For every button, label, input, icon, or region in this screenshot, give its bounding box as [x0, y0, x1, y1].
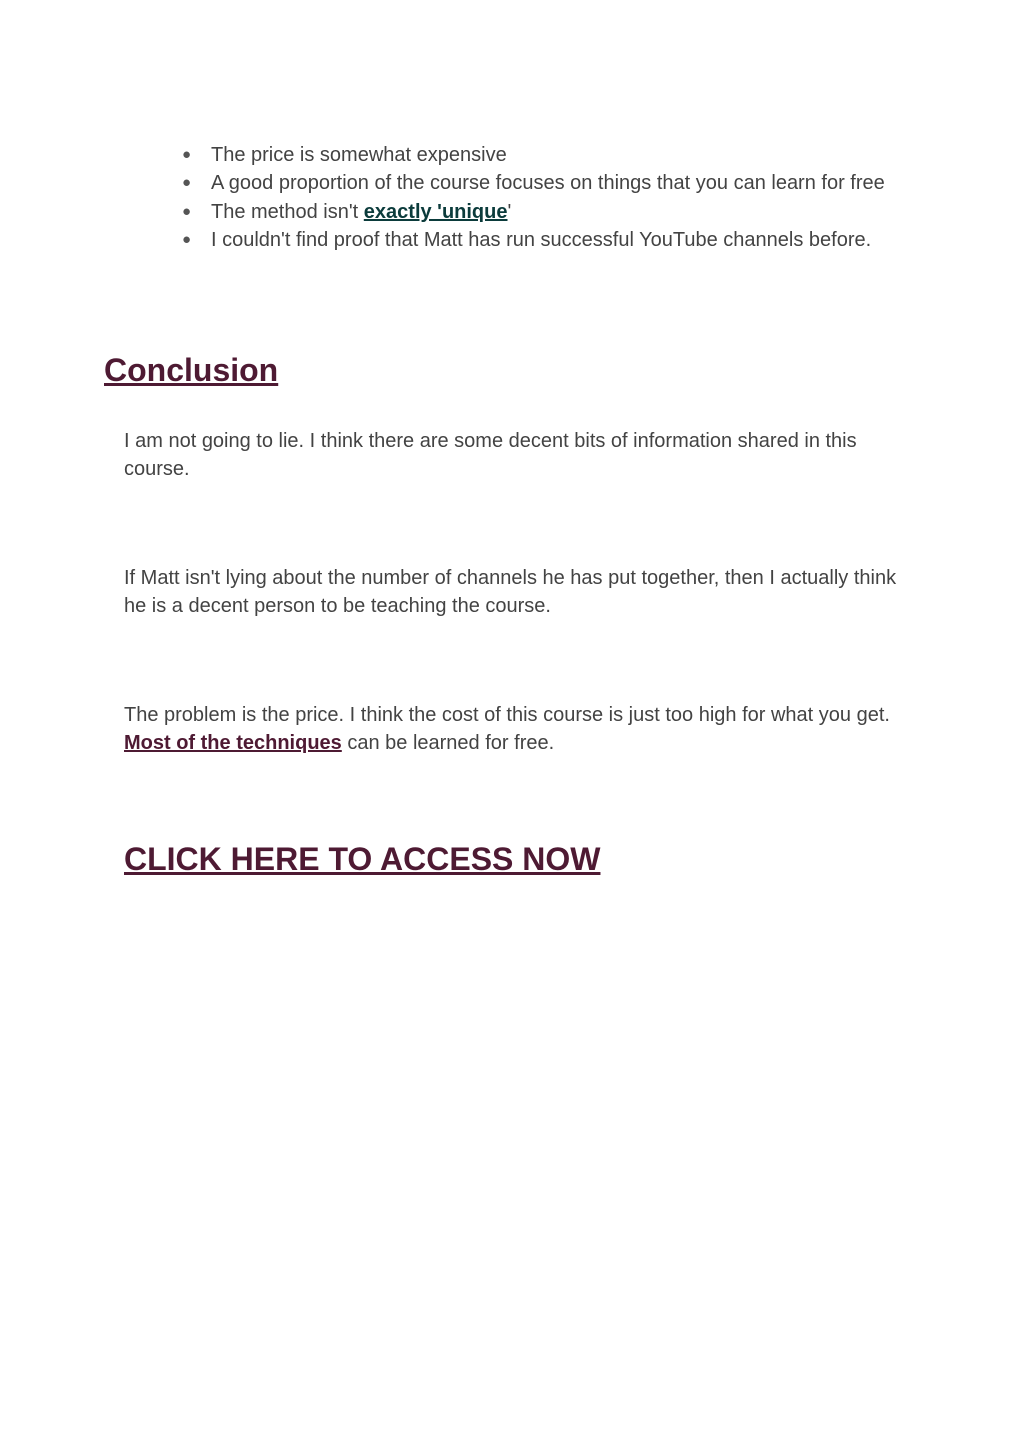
list-item-text: The price is somewhat expensive — [211, 144, 507, 166]
paragraph-3-text-after: can be learned for free. — [341, 732, 555, 755]
list-item-text: A good proportion of the course focuses on things that you can learn for free — [211, 172, 885, 195]
list-item-text: I couldn't find proof that Matt has run successful YouTube channels before. — [211, 228, 872, 251]
list-item — [182, 169, 902, 197]
cons-list — [182, 141, 902, 254]
list-item — [182, 226, 902, 254]
conclusion-paragraph-2: If Matt isn't lying about the number of channels he has put together, then I actually think he is a decent person to be teaching the course. — [124, 567, 897, 618]
most-of-the-techniques-link[interactable]: Most of the techniques — [124, 732, 342, 755]
exactly-unique-link[interactable]: exactly 'unique — [363, 200, 508, 223]
conclusion-paragraph-3 — [124, 701, 904, 758]
bullet-icon: ● — [182, 146, 192, 163]
list-item — [182, 141, 902, 169]
paragraph-3-text-before: The problem is the price. I think the cost of this course is just too high for what you get. — [124, 704, 890, 726]
conclusion-paragraph-1: I am not going to lie. I think there are some decent bits of information shared in this course. — [124, 430, 857, 481]
bullet-icon: ● — [182, 230, 192, 248]
access-now-link[interactable]: CLICK HERE TO ACCESS NOW — [124, 841, 601, 877]
list-item-text-before: The method isn't — [211, 200, 364, 223]
list-item-text-after: ' — [507, 200, 512, 223]
bullet-icon: ● — [182, 174, 192, 192]
bullet-icon: ● — [182, 202, 192, 220]
conclusion-heading: Conclusion — [104, 352, 279, 388]
list-item — [182, 198, 902, 226]
